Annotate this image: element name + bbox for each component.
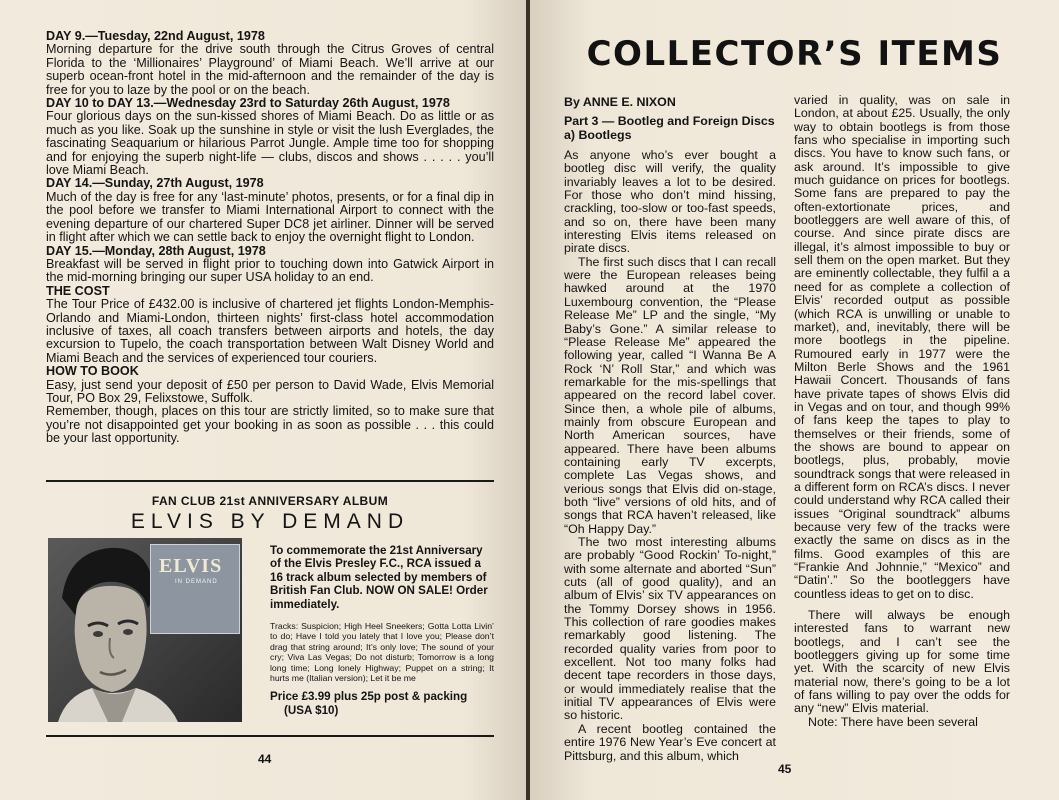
ad-copy: [270, 544, 494, 717]
album-cover-subtitle: IN DEMAND: [175, 579, 218, 585]
article-note: Note: There have been several: [808, 714, 978, 729]
ad-price-usa: (USA $10): [284, 703, 339, 717]
article-column-2: [794, 94, 1010, 729]
article-paragraph: There will always be enough interested fans to warrant new bootlegs, and I can’t see the bootleggers giving up for some time yet. With the scarcity of new Elvis material now, there’s going to be a lot of fans willing to pay over the odds for any “new” Elvis material.: [794, 608, 1010, 716]
ad-top-rule: [46, 480, 494, 482]
itinerary-heading: DAY 15.—Monday, 28th August, 1978: [46, 243, 266, 258]
page-number-right: 45: [778, 762, 792, 776]
itinerary-heading: DAY 10 to DAY 13.—Wednesday 23rd to Saturday 26th August, 1978: [46, 96, 450, 111]
closing-text: Remember, though, places on this tour are strictly limited, so to make sure that you’re not disappointed get your booking in as soon as possible . . . this could be your last opportunity.: [46, 404, 494, 446]
booking-heading: HOW TO BOOK: [46, 364, 139, 379]
cost-heading: THE COST: [46, 283, 110, 298]
cost-body: The Tour Price of £432.00 is inclusive of chartered jet flights London-Memphis-Orlando and Miami-London, thirteen nights’ first-class hotel accommodation inclusive of taxes, all coach transfers between airports and hotels, the day excursion to Tupelo, the coach transportation between Walt Disney World and Miami Beach and the services of experienced tour couriers.: [46, 297, 494, 365]
article-paragraph: The two most interesting albums are probably “Good Rockin’ To-night,” with some alternate and aborted “Sun” cuts (all of good quality), and an album of Elvis’ six TV appearances on the Tommy Dorsey shows in 1956. This collection of rare goodies makes remarkably good listening. The recorded quality varies from poor to excellent. Not too many folks had decent tape recorders in those days, or would immediately realise that the initial TV appearances of Elvis were so historic.: [564, 535, 776, 723]
article-paragraph: A recent bootleg contained the entire 1976 New Year’s Eve concert at Pittsburg, and this album, which: [564, 721, 776, 763]
elvis-photo: [48, 538, 242, 722]
itinerary-heading: DAY 9.—Tuesday, 22nd August, 1978: [46, 29, 265, 43]
album-cover-title: ELVIS: [159, 555, 223, 577]
article-paragraph: varied in quality, was on sale in London, at about £25. Usually, the only way to obtain bootlegs is from those fans who specialise in importing such discs. You have to know such fans, or ask around. It’s impossible to give much guidance on prices for bootlegs. Some fans are prepared to pay the often-extortionate prices, and bootleggers are well aware of this, of course. And since pirate discs are illegal, it’s almost impossible to buy or sell them on the open market. But they are eminently collectable, they fulfil a a need for as complete a collection of Elvis’ recorded output as possible (which RCA is unwilling or unable to market), and, inevitably, there will be more bootlegs in the pipeline. Rumoured early in 1977 were the Milton Berle Shows and the 1961 Hawaii Concert. Thousands of fans have private tapes of shows Elvis did in Vegas and on tour, and though 99% of fans keep the tapes to play to themselves or their friends, some of the shows are bound to appear on bootlegs, plus, probably, movie soundtrack songs that were released in a different form on RCA’s discs. I never could understand why RCA called their issues “Original soundtrack” albums because very few of the tracks were exactly the same on discs as in the films. Good examples of this are “Frankie And Johnnie,” “Mexico” and “Datin’.” So the bootleggers have countless ideas to get on to disc.: [794, 93, 1010, 601]
article-part-heading: Part 3 — Bootleg and Foreign Discs: [564, 114, 775, 129]
album-cover: [150, 544, 240, 634]
ad-price-uk: Price £3.99 plus 25p post & packing: [270, 690, 468, 704]
article-byline: By ANNE E. NIXON: [564, 95, 676, 109]
left-page: [0, 0, 526, 800]
itinerary-body: Morning departure for the drive south through the Citrus Groves of central Florida to the ‘Millionaires’ Playground’ of Miami Beach. We’ll arrive at our superb ocean-front hotel in the mid-afternoon and the remainder of the day is free for you to laze by the pool or on the beach.: [46, 42, 494, 97]
itinerary-body: Four glorious days on the sun-kissed shores of Miami Beach. Do as little or as much as you like. Soak up the sunshine in style or visit the lush Everglades, the fascinating Seaquarium or hilarious Parrot Jungle. Ample time too for shopping and for enjoying the superb night-life — clubs, discos and shows . . . . . you’ll love Miami Beach.: [46, 109, 494, 178]
itinerary-body: Much of the day is free for any ‘last-minute’ photos, presents, or for a final dip in the pool before we transfer to Miami International Airport to connect with the evening departure of our chartered Super DC8 jet airliner. Dinner will be served in flight after which we can settle back to enjoy the overnight flight to London.: [46, 189, 494, 245]
article-paragraph: As anyone who’s ever bought a bootleg disc will verify, the quality invariably leaves a lot to be desired. For those who don’t mind hissing, crackling, too-slow or too-fast speeds, and so on, there have been many interesting Elvis items released on pirate discs.: [564, 148, 776, 256]
article-title: COLLECTOR’S ITEMS: [586, 34, 1003, 74]
ad-price: [270, 690, 494, 717]
right-page: [530, 0, 1059, 800]
article-column-1: [564, 94, 776, 763]
ad-tracklist: Tracks: Suspicion; High Heel Sneekers; Gotta Lotta Livin’ to do; Have I told you lately that I love you; Please don’t drag that string around; It’s only love; The sound of your cry; Viva Las Vegas; Do not disturb; Tomorrow is a long long time; Long lonely Highway; Puppet on a string; It hurts me (Italian version); Let it be me: [270, 621, 494, 684]
ad-bottom-rule: [46, 735, 494, 737]
ad-kicker: FAN CLUB 21st ANNIVERSARY ALBUM: [151, 494, 389, 508]
ad-title: ELVIS BY DEMAND: [130, 510, 410, 533]
itinerary-body: Breakfast will be served in flight prior to touching down into Gatwick Airport in the mid-morning bringing our super USA holiday to an end.: [46, 256, 494, 285]
article-section-heading: a) Bootlegs: [564, 127, 632, 142]
itinerary-heading: DAY 14.—Sunday, 27th August, 1978: [46, 176, 264, 191]
booking-body: Easy, just send your deposit of £50 per person to David Wade, Elvis Memorial Tour, PO Box 29, Felixstowe, Suffolk.: [46, 377, 494, 405]
album-advert: [46, 486, 494, 732]
itinerary-text: [46, 30, 494, 446]
article-paragraph: The first such discs that I can recall were the European releases being hawked around at the 1970 Luxembourg convention, the “Please Release Me” LP and the single, “My Baby’s Gone.” A similar release to “Please Release Me” appeared the following year, called “I Wanna Be A Rock ‘N’ Roll Star,” and which was remarkable for the mis-spellings that appeared on the record label cover. Since then, a whole pile of albums, mainly from obscure European and North American sources, have appeared. There have been albums containing early TV excerpts, complete Las Vegas shows, and verious songs that Elvis did on-stage, both “live” versions of old hits, and of songs that RCA haven’t released, like “Oh Happy Day.”: [564, 254, 776, 536]
page-number-left: 44: [258, 752, 272, 766]
ad-lead: To commemorate the 21st Anniversary of the Elvis Presley F.C., RCA issued a 16 track album selected by members of British Fan Club. NOW ON SALE! Order immediately.: [270, 544, 488, 611]
